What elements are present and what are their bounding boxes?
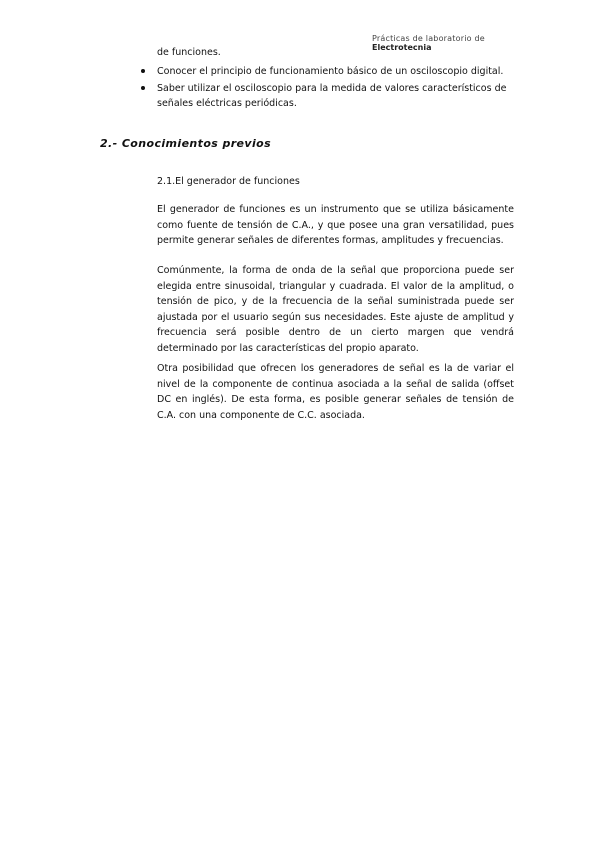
list-item-text: Saber utilizar el osciloscopio para la medida de valores característicos de señales eléctricas periódicas. bbox=[157, 83, 507, 109]
header-subject: Electrotecnia bbox=[372, 43, 432, 52]
section-title: 2.- Conocimientos previos bbox=[100, 137, 272, 150]
continued-text: de funciones. bbox=[157, 47, 221, 58]
list-item bbox=[138, 64, 518, 79]
paragraph: El generador de funciones es un instrumento que se utiliza básicamente como fuente de tensión de C.A., y que posee una gran versatilidad, pues permite generar señales de diferentes formas, amplitudes y frecuencias. bbox=[157, 204, 514, 246]
bullet-icon bbox=[141, 69, 145, 73]
list-item bbox=[138, 81, 518, 111]
objectives-list bbox=[138, 64, 518, 113]
paragraph: Otra posibilidad que ofrecen los generadores de señal es la de variar el nivel de la componente de continua asociada a la señal de salida (offset DC en inglés). De esta forma, es posible generar señales de tensión de C.A. con una componente de C.C. asociada. bbox=[157, 363, 514, 421]
subsection-title: 2.1.El generador de funciones bbox=[157, 176, 300, 187]
list-item-text: Conocer el principio de funcionamiento básico de un osciloscopio digital. bbox=[157, 66, 504, 77]
paragraph: Comúnmente, la forma de onda de la señal que proporciona puede ser elegida entre sinusoidal, triangular y cuadrada. El valor de la amplitud, o tensión de pico, y de la frecuencia de la señal suministrada puede ser ajustada por el usuario según sus necesidades. Este ajuste de amplitud y frecuencia será posible dentro de un cierto margen que vendrá determinado por las características del propio aparato. bbox=[157, 265, 514, 354]
header-course-label: Prácticas de laboratorio de bbox=[372, 34, 485, 43]
bullet-icon bbox=[141, 86, 145, 90]
page-header bbox=[372, 34, 532, 52]
